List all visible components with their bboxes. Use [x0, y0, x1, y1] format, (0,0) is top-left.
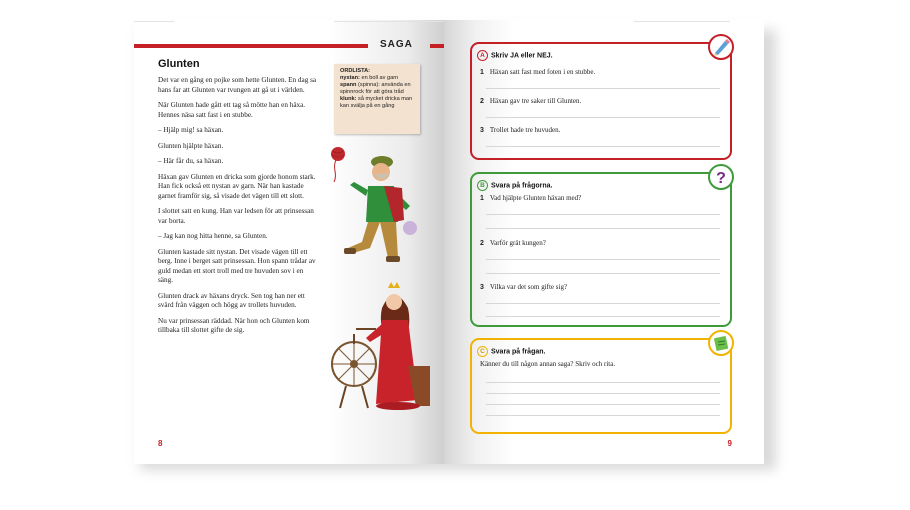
glossary-definition: så mycket dricka man kan svälja på en gång — [340, 96, 413, 109]
answer-line[interactable] — [486, 303, 720, 304]
red-header-bar — [430, 44, 444, 48]
glossary-term: nystan: — [340, 75, 360, 81]
story-paragraph: Glunten hjälpte häxan. — [158, 141, 224, 150]
answer-line[interactable] — [486, 404, 720, 405]
question-text: Vad hjälpte Glunten häxan med? — [489, 194, 582, 202]
answer-line[interactable] — [486, 88, 720, 89]
exercise-letter: A — [477, 50, 488, 61]
glossary-heading: ORDLISTA: — [340, 68, 371, 74]
svg-text:?: ? — [716, 170, 726, 187]
story-paragraph: – Hjälp mig! sa häxan. — [158, 126, 224, 134]
story-paragraph: Det var en gång en pojke som hette Glunten. En dag sa hans far att Glunten var tvungen att gå ut i världen. — [158, 76, 317, 94]
question — [480, 194, 581, 202]
exercise-a-box — [470, 42, 732, 160]
exercise-c-box — [470, 338, 732, 434]
section-label: SAGA — [380, 39, 413, 50]
answer-line[interactable] — [486, 316, 720, 317]
story-paragraph: – Här får du, sa häxan. — [158, 157, 224, 165]
question-number: 3 — [480, 127, 484, 134]
princess-spinning-wheel-illustration — [326, 274, 436, 414]
question-text: Trollet hade tre huvuden. — [489, 126, 561, 134]
question-text: Häxan gav tre saker till Glunten. — [489, 97, 582, 105]
glossary-term: klunk: — [340, 96, 357, 102]
answer-line[interactable] — [486, 273, 720, 274]
story-paragraph: Häxan gav Glunten en dricka som gjorde honom stark. Han fick också ett nystan av garn. När han kastade garnet framför sig, så visade det vägen till ett slott. — [158, 172, 316, 200]
story-paragraph: Nu var prinsessan räddad. När hon och Glunten kom tillbaka till slottet gifte de sig. — [158, 316, 310, 334]
story-text — [158, 76, 318, 342]
question-mark-icon — [708, 164, 734, 190]
glossary-entry — [340, 96, 414, 110]
glossary-definition: (spinna): använda en spinnrock för att göra tråd — [340, 82, 411, 95]
exercise-a-heading — [477, 50, 553, 61]
page-number: 8 — [158, 439, 163, 448]
question-text: Varför grät kungen? — [489, 239, 546, 247]
answer-line[interactable] — [486, 146, 720, 147]
exercise-instruction: Skriv JA eller NEJ. — [491, 52, 553, 60]
answer-line[interactable] — [486, 382, 720, 383]
top-rule — [634, 21, 730, 22]
page-number: 9 — [727, 439, 732, 448]
question — [480, 283, 567, 291]
glossary-entry — [340, 75, 414, 82]
question-number: 2 — [480, 240, 484, 247]
pencil-icon — [708, 34, 734, 60]
exercise-c-heading — [477, 346, 545, 357]
question-text: Häxan satt fast med foten i en stubbe. — [489, 68, 596, 76]
question — [480, 68, 595, 76]
glossary-term: spann — [340, 82, 357, 88]
story-paragraph: – Jag kan nog hitta henne, sa Glunten. — [158, 232, 268, 240]
exercise-letter: B — [477, 180, 488, 191]
red-header-bar — [134, 44, 368, 48]
question-number: 1 — [480, 69, 484, 76]
answer-line[interactable] — [486, 228, 720, 229]
question — [480, 239, 546, 247]
glossary-definition: en boll av garn — [361, 75, 399, 81]
exercise-b-box — [470, 172, 732, 327]
left-page — [134, 20, 444, 464]
glossary-box — [334, 64, 420, 134]
story-paragraph: Glunten drack av häxans dryck. Sen tog han ner ett svärd från väggen och högg av trollets huvuden. — [158, 291, 305, 309]
story-title: Glunten — [158, 58, 200, 70]
exercise-letter: C — [477, 346, 488, 357]
top-rule — [134, 21, 174, 22]
right-page — [444, 20, 764, 464]
glossary-entry — [340, 82, 414, 96]
question-number: 3 — [480, 284, 484, 291]
exercise-instruction: Svara på frågan. — [491, 348, 546, 356]
question-number: 2 — [480, 98, 484, 105]
question-text: Känner du till någon annan saga? Skriv och rita. — [480, 360, 616, 368]
question-text: Vilka var det som gifte sig? — [489, 283, 568, 291]
answer-line[interactable] — [486, 117, 720, 118]
question — [480, 97, 581, 105]
answer-line[interactable] — [486, 415, 720, 416]
exercise-instruction: Svara på frågorna. — [491, 182, 553, 190]
top-rule — [334, 21, 444, 22]
question-number: 1 — [480, 195, 484, 202]
answer-line[interactable] — [486, 214, 720, 215]
question — [480, 360, 615, 368]
notepad-icon — [708, 330, 734, 356]
glunten-illustration — [324, 138, 434, 278]
answer-line[interactable] — [486, 393, 720, 394]
story-paragraph: När Glunten hade gått ett tag så mötte han en häxa. Hennes näsa satt fast i en stubbe. — [158, 101, 306, 119]
answer-line[interactable] — [486, 259, 720, 260]
question — [480, 126, 560, 134]
exercise-b-heading — [477, 180, 552, 191]
story-paragraph: I slottet satt en kung. Han var ledsen för att prinsessan var borta. — [158, 207, 314, 225]
story-paragraph: Glunten kastade sitt nystan. Det visade vägen till ett berg. Inne i berget satt prinsessan. Hon spann trådar av guld medan ett stort troll med tre huvuden sov i en säng. — [158, 247, 316, 284]
